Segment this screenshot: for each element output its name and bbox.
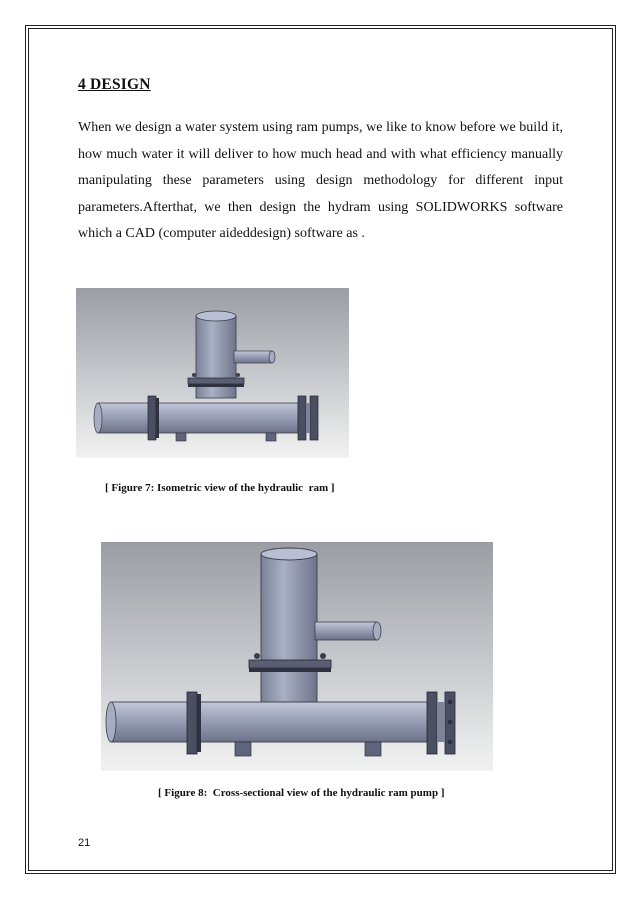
section-heading: 4 DESIGN (78, 76, 151, 93)
figure-8-cross-section-render (101, 542, 493, 771)
figure-7-caption: [ Figure 7: Isometric view of the hydraulic ram ] (105, 482, 335, 494)
figure-7-isometric-render (76, 288, 349, 458)
page-number: 21 (78, 837, 91, 849)
body-paragraph: When we design a water system using ram pumps, we like to know before we build it, how much water it will deliver to how much head and with what efficiency manually manipulating these parameters using design methodology for different input parameters.Afterthat, we then design the hydram using SOLIDWORKS software which a CAD (computer aideddesign) software as . (78, 120, 563, 241)
figure-8-caption: [ Figure 8: Cross-sectional view of the hydraulic ram pump ] (158, 787, 445, 799)
